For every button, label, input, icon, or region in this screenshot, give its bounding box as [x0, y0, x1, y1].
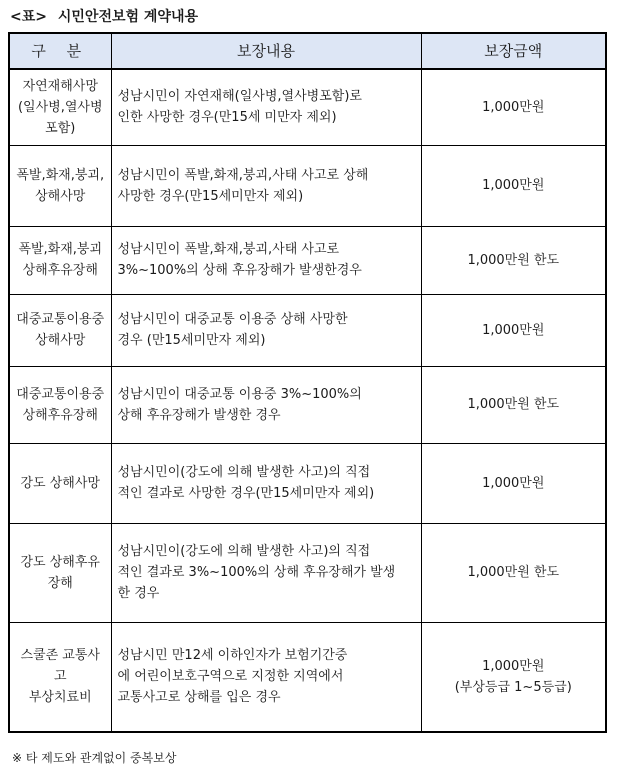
content-cell	[111, 622, 421, 732]
content-cell	[111, 69, 421, 145]
amount-line: 1,000만원	[482, 658, 545, 674]
content-cell	[111, 443, 421, 523]
content-cell	[111, 226, 421, 294]
table-row	[9, 622, 606, 732]
amount-line: 1,000만원 한도	[467, 397, 560, 412]
category-cell	[9, 622, 111, 732]
amount-line: 1,000만원 한도	[467, 252, 560, 268]
category-line: 강도 상해사망	[20, 475, 100, 491]
table-body	[9, 69, 606, 732]
content-line: 인한 사망한 경우(만15세 미만자 제외)	[117, 110, 337, 126]
content-line: 교통사고로 상해를 입은 경우	[117, 690, 281, 706]
header-amount: 보장금액	[421, 33, 606, 69]
amount-cell	[421, 622, 606, 732]
content-line: 적인 결과로 3%~100%의 상해 후유장해가 발생	[117, 565, 396, 580]
amount-cell	[421, 443, 606, 523]
content-line: 상해 후유장해가 발생한 경우	[117, 407, 281, 423]
category-cell	[9, 145, 111, 226]
table-row	[9, 294, 606, 366]
category-line: 부상치료비	[28, 690, 92, 706]
content-line: 성남시민이(강도에 의해 발생한 사고)의 직접	[117, 544, 371, 559]
content-cell	[111, 366, 421, 443]
category-line: 자연재해사망	[22, 78, 98, 94]
amount-line: 1,000만원	[482, 322, 545, 338]
amount-line: 1,000만원	[482, 99, 545, 115]
content-line: 에 어린이보호구역으로 지정한 지역에서	[117, 669, 344, 685]
table-row	[9, 69, 606, 145]
content-line: 성남시민이 자연재해(일사병,열사병포함)로	[117, 89, 362, 105]
amount-cell	[421, 523, 606, 622]
table-row	[9, 145, 606, 226]
table-row	[9, 443, 606, 523]
category-cell	[9, 443, 111, 523]
amount-cell	[421, 294, 606, 366]
content-line: 3%~100%의 상해 후유장해가 발생한경우	[117, 263, 362, 278]
category-cell	[9, 69, 111, 145]
category-line: 강도 상해후유	[20, 554, 100, 570]
header-category: 구 분	[9, 33, 111, 69]
table-row	[9, 226, 606, 294]
content-cell	[111, 145, 421, 226]
category-line: 스쿨존 교통사고	[20, 648, 100, 685]
table-row	[9, 523, 606, 622]
content-cell	[111, 523, 421, 622]
amount-cell	[421, 145, 606, 226]
content-line: 성남시민이 대중교통 이용중 3%~100%의	[117, 386, 362, 402]
content-cell	[111, 294, 421, 366]
amount-cell	[421, 226, 606, 294]
category-line: 폭발,화재,붕괴	[18, 242, 103, 257]
category-line: 상해사망	[35, 333, 86, 348]
amount-line: 1,000만원	[482, 475, 545, 491]
category-line: 대중교통이용중	[16, 386, 105, 402]
amount-cell	[421, 366, 606, 443]
category-line: (일사병,열사병	[17, 99, 103, 115]
content-line: 적인 결과로 사망한 경우(만15세미만자 제외)	[117, 486, 375, 501]
category-line: 대중교통이용중	[16, 312, 105, 327]
header-row	[9, 33, 606, 69]
content-line: 성남시민 만12세 이하인자가 보험기간중	[117, 648, 348, 664]
header-content: 보장내용	[111, 33, 421, 69]
title-prefix: <표>	[10, 9, 47, 25]
amount-line: (부상등급 1~5등급)	[454, 679, 572, 695]
content-line: 성남시민이 폭발,화재,붕괴,사태 사고로 상해	[117, 167, 369, 183]
category-line: 상해사망	[35, 188, 86, 204]
category-line: 폭발,화재,붕괴,	[16, 167, 105, 183]
amount-line: 1,000만원	[482, 178, 545, 193]
content-line: 성남시민이 폭발,화재,붕괴,사태 사고로	[117, 242, 340, 257]
category-line: 상해후유장해	[22, 407, 98, 423]
content-line: 성남시민이 대중교통 이용중 상해 사망한	[117, 312, 348, 327]
category-line: 포함)	[45, 120, 76, 136]
content-line: 사망한 경우(만15세미만자 제외)	[117, 188, 304, 204]
category-cell	[9, 294, 111, 366]
category-cell	[9, 366, 111, 443]
amount-cell	[421, 69, 606, 145]
table-row	[9, 366, 606, 443]
content-line: 한 경우	[117, 586, 160, 601]
content-line: 경우 (만15세미만자 제외)	[117, 333, 266, 348]
content-line: 성남시민이(강도에 의해 발생한 사고)의 직접	[117, 465, 371, 480]
document-title	[10, 6, 198, 28]
title-text: 시민안전보험 계약내용	[57, 9, 198, 25]
category-line: 상해후유장해	[22, 263, 98, 278]
footnote: ※ 타 제도와 관계없이 중복보상	[12, 751, 177, 765]
category-cell	[9, 226, 111, 294]
category-line: 장해	[47, 575, 73, 591]
category-cell	[9, 523, 111, 622]
amount-line: 1,000만원 한도	[467, 565, 560, 580]
coverage-table	[8, 32, 607, 733]
